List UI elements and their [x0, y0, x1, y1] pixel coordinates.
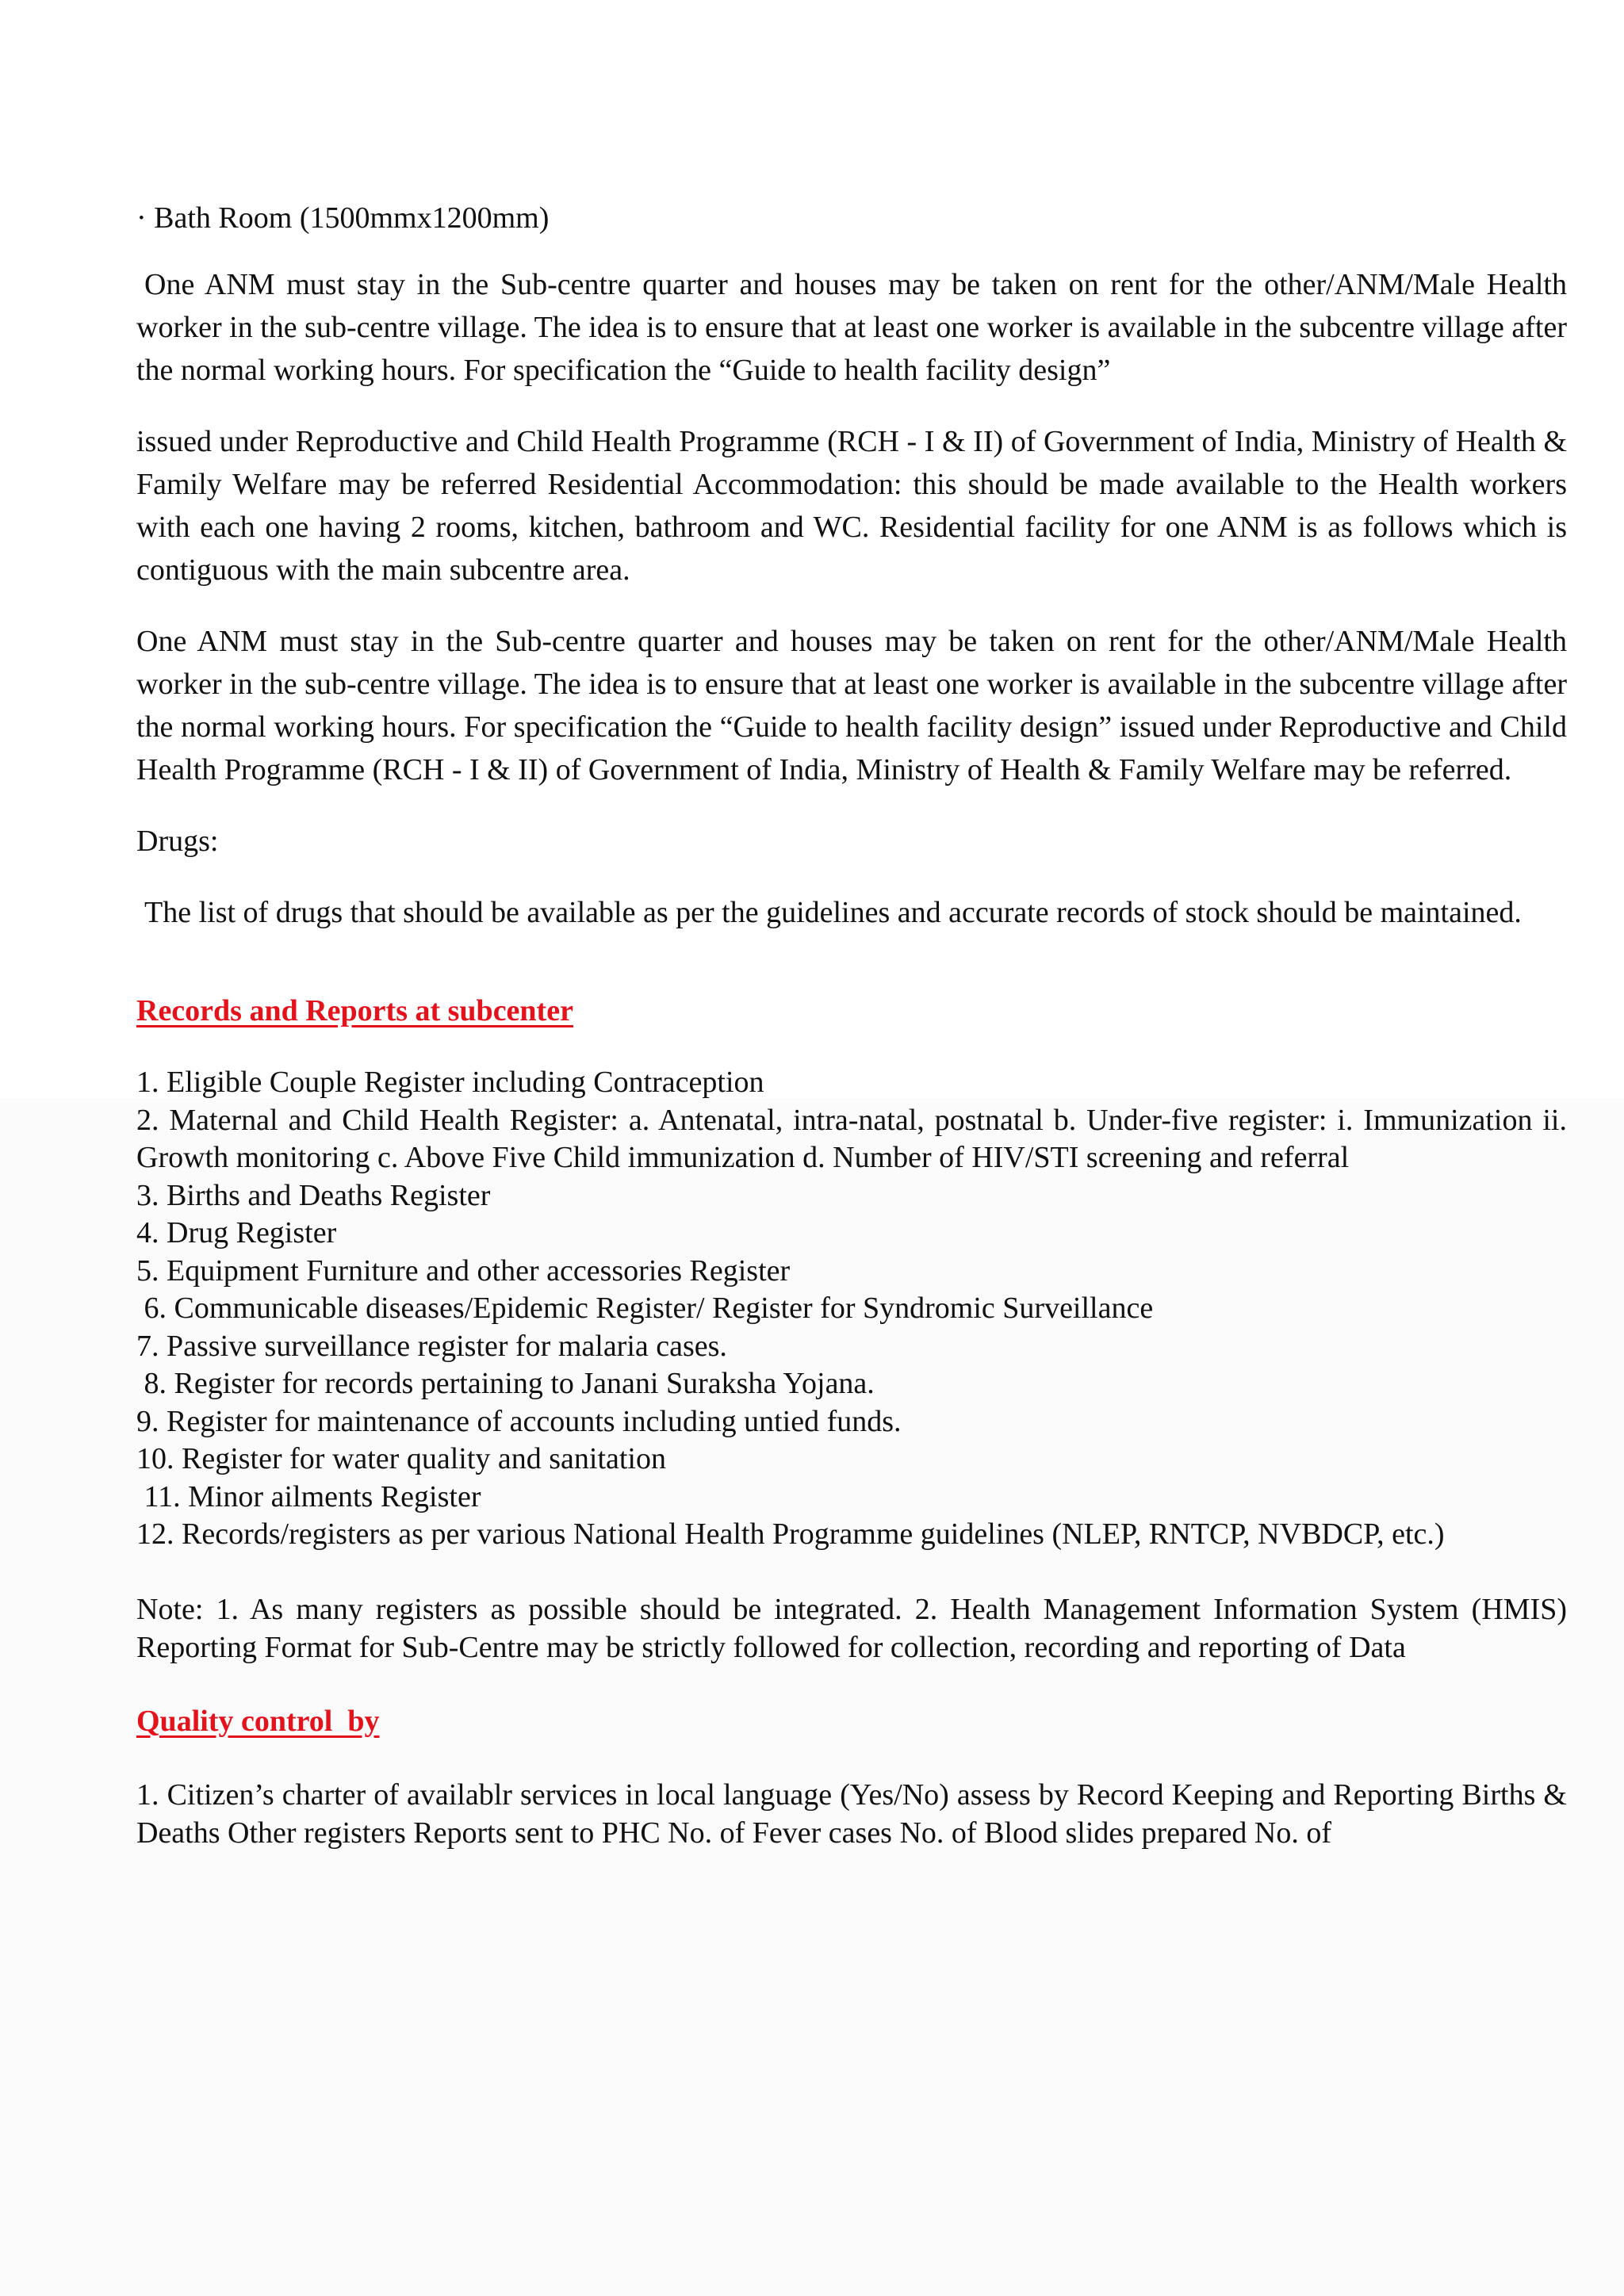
records-list-item: 9. Register for maintenance of accounts including untied funds.: [136, 1404, 902, 1438]
records-reports-heading: Records and Reports at subcenter: [136, 994, 573, 1027]
drugs-paragraph: The list of drugs that should be available as per the guidelines and accurate records of stock should be maintained.: [144, 896, 1522, 929]
paragraph-anm-quarter-1: One ANM must stay in the Sub-centre quarter and houses may be taken on rent for the other/ANM/Male Health worker in the sub-centre village. The idea is to ensure that at least one worker is available in the subcentre village after the normal working hours. For specification the “Guide to health facility design”: [136, 268, 1567, 387]
records-list-item: 6. Communicable diseases/Epidemic Register/ Register for Syndromic Surveillance: [136, 1292, 1154, 1325]
note-paragraph: Note: 1. As many registers as possible should be integrated. 2. Health Management Information System (HMIS) Reporting Format for Sub-Centre may be strictly followed for collection, recording and reporting of Data: [136, 1592, 1567, 1664]
bath-room-line: · Bath Room (1500mmx1200mm): [136, 201, 550, 235]
records-list-item: 3. Births and Deaths Register: [136, 1178, 491, 1212]
drugs-label: Drugs:: [136, 825, 219, 858]
records-list-item: 2. Maternal and Child Health Register: a. Antenatal, intra-natal, postnatal b. Under-five register: i. Immunization ii. Growth monitoring c. Above Five Child immunization d. Number of HIV/STI screening and referral: [136, 1103, 1567, 1174]
paragraph-anm-quarter-2: One ANM must stay in the Sub-centre quarter and houses may be taken on rent for the other/ANM/Male Health worker in the sub-centre village. The idea is to ensure that at least one worker is available in the subcentre village after the normal working hours. For specification the “Guide to health facility design” issued under Reproductive and Child Health Programme (RCH - I & II) of Government of India, Ministry of Health & Family Welfare may be referred.: [136, 625, 1567, 786]
records-list-item: 12. Records/registers as per various National Health Programme guidelines (NLEP, RNTCP, NVBDCP, etc.): [136, 1517, 1445, 1551]
document-body: [136, 197, 1567, 1852]
records-list-item: 1. Eligible Couple Register including Contraception: [136, 1066, 764, 1099]
records-list-item: 5. Equipment Furniture and other accessories Register: [136, 1253, 791, 1288]
records-list: [136, 1064, 1567, 1554]
records-list-item: 11. Minor ailments Register: [136, 1479, 481, 1513]
records-list-item: 8. Register for records pertaining to Janani Suraksha Yojana.: [136, 1367, 875, 1400]
quality-control-paragraph: 1. Citizen’s charter of availablr services in local language (Yes/No) assess by Record Keeping and Reporting Births & Deaths Other registers Reports sent to PHC No. of Fever cases No. of Blood slides prepared No. of: [136, 1777, 1567, 1850]
paragraph-residential-accommodation: issued under Reproductive and Child Health Programme (RCH - I & II) of Government of India, Ministry of Health & Family Welfare may be referred Residential Accommodation: this should be made available to the Health workers with each one having 2 rooms, kitchen, bathroom and WC. Residential facility for one ANM is as follows which is contiguous with the main subcentre area.: [136, 425, 1567, 587]
records-list-item: 7. Passive surveillance register for malaria cases.: [136, 1329, 727, 1363]
records-list-item: 4. Drug Register: [136, 1216, 337, 1249]
quality-control-heading: Quality control by: [136, 1704, 380, 1738]
records-list-item: 10. Register for water quality and sanitation: [136, 1442, 666, 1475]
